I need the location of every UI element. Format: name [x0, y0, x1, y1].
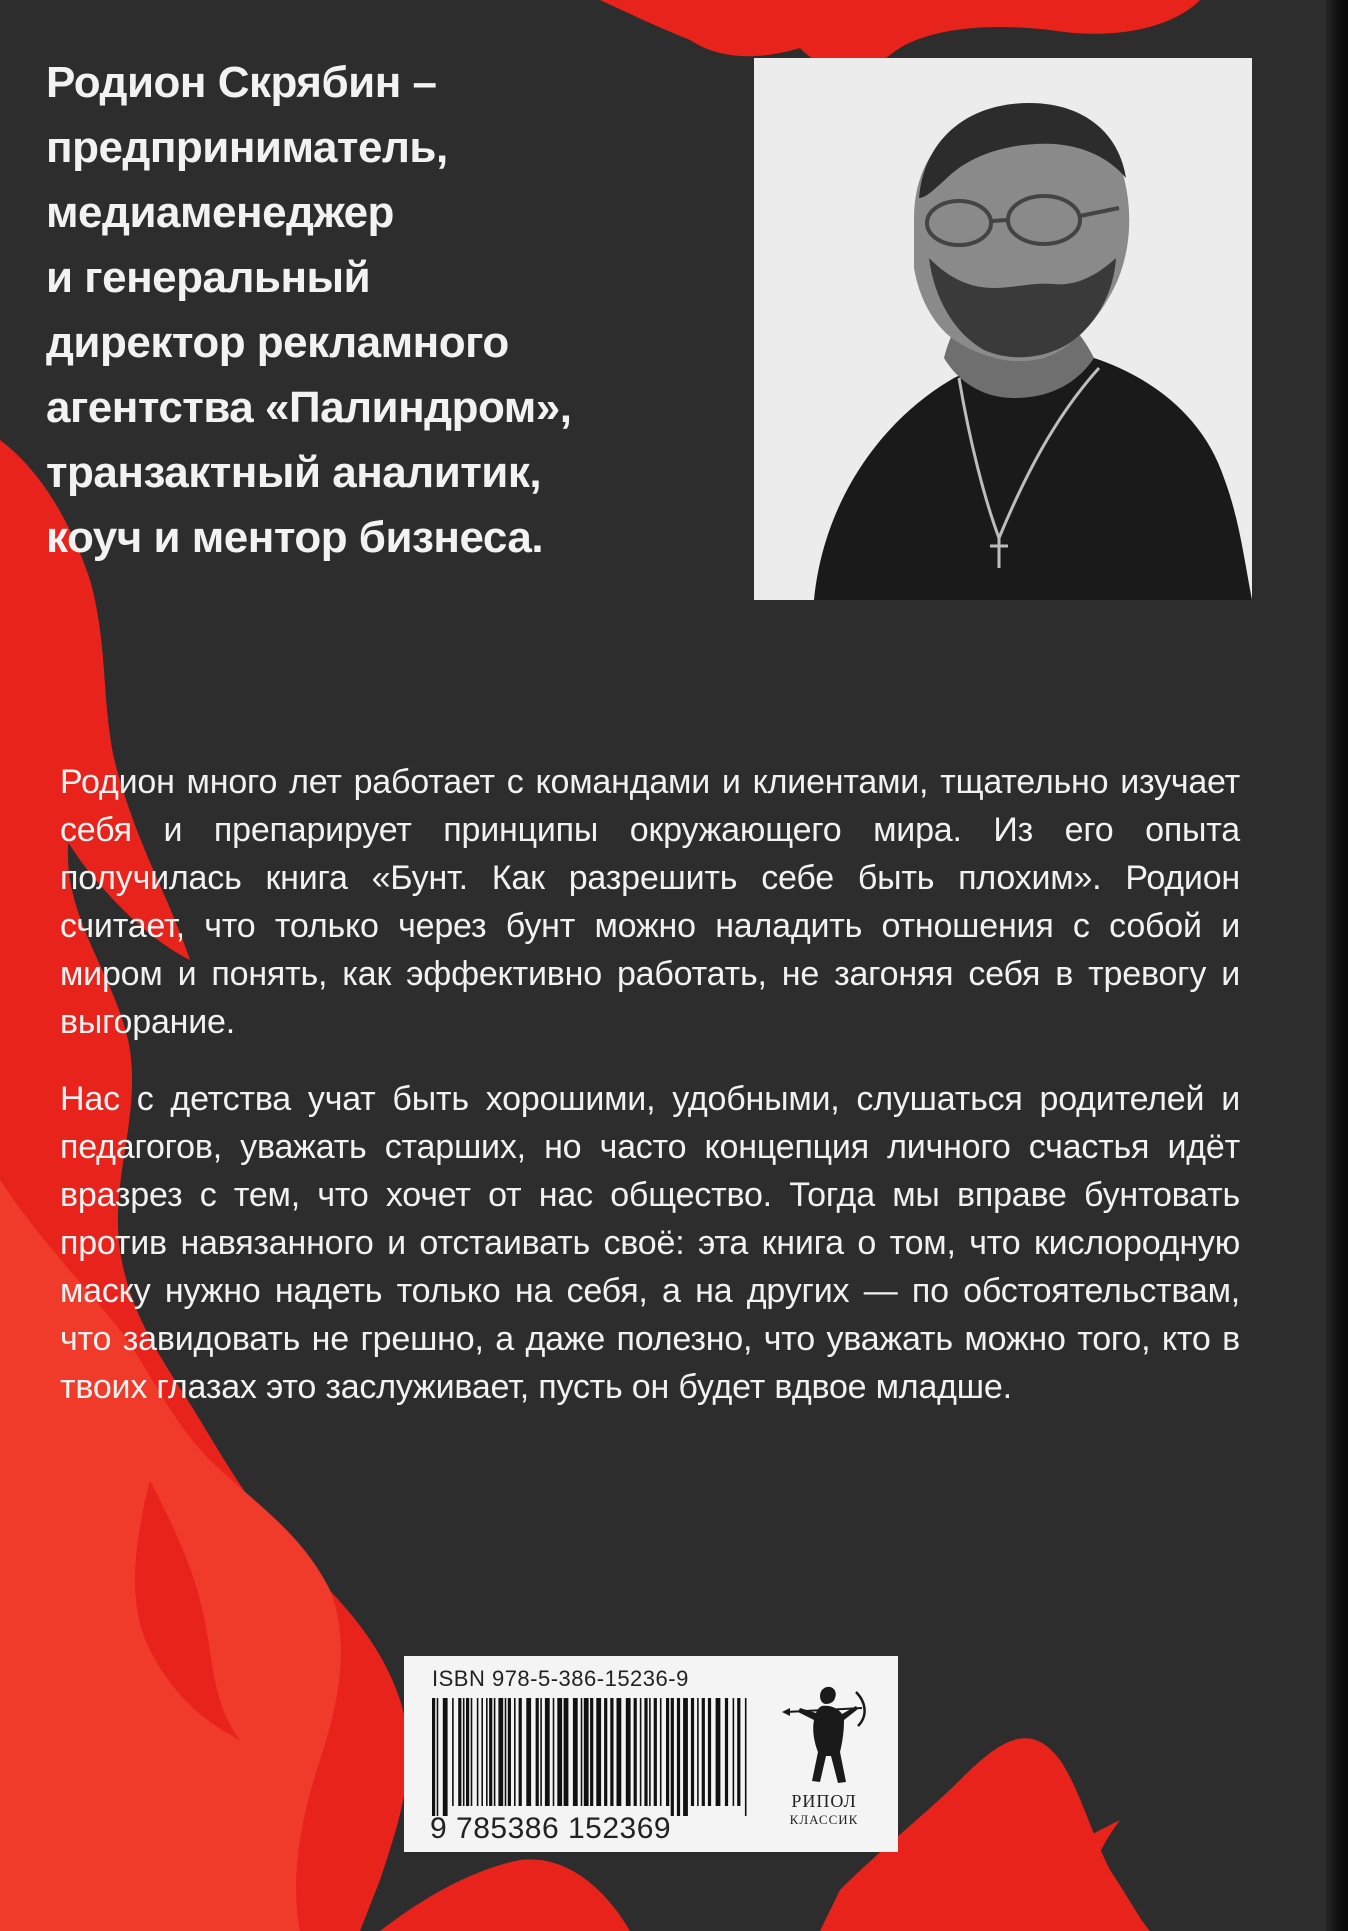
spine-edge [1326, 0, 1348, 1931]
barcode-bar [486, 1698, 488, 1806]
barcode-bar [432, 1698, 435, 1816]
barcode-bar [733, 1698, 735, 1806]
barcode-bar [654, 1698, 657, 1806]
barcode-icon [430, 1698, 752, 1816]
barcode-bar [737, 1698, 740, 1806]
description-paragraph-1: Родион много лет работает с командами и клиентами, тщательно изучает себя и препарирует принципы окружающего мира. Из его опыта получилась книга «Бунт. Как разрешить себе быть плохим». Родион считает, что только через бунт можно наладить отношения с собой и миром и понять, как эффективно работать, не загоняя себя в тревогу и выгорание. [60, 763, 1240, 1041]
barcode-bar [604, 1698, 607, 1806]
barcode-bar [526, 1698, 531, 1806]
barcode-bar [564, 1698, 569, 1806]
barcode-bar [519, 1698, 522, 1806]
barcode-bar [584, 1698, 589, 1806]
author-bio: Родион Скрябин – предприниматель, медиаменеджер и генеральный директор рекламного агентства «Палиндром», транзактный аналитик, коуч и ментор бизнеса. [46, 58, 572, 562]
barcode-bar [508, 1698, 511, 1806]
barcode-bar [481, 1698, 483, 1806]
barcode-bar [677, 1698, 680, 1816]
barcode-bar [644, 1698, 647, 1806]
barcode-bar [581, 1698, 583, 1806]
isbn-label: ISBN 978-5-386-15236-9 [432, 1666, 689, 1691]
barcode-bar [514, 1698, 516, 1806]
barcode-bar [553, 1698, 555, 1806]
barcode-bar [437, 1698, 439, 1816]
barcode-bar [557, 1698, 562, 1806]
publisher-name: РИПОЛ [791, 1791, 857, 1811]
barcode-bar [489, 1698, 492, 1806]
barcode-bar [573, 1698, 578, 1806]
barcode-digits: 9 785386 152369 [430, 1812, 672, 1845]
barcode-bar [660, 1698, 662, 1806]
barcode-bar [666, 1698, 669, 1806]
barcode-bar [671, 1698, 674, 1816]
barcode-bar [708, 1698, 711, 1806]
barcode-bar [745, 1698, 747, 1816]
barcode-bar [691, 1698, 694, 1806]
flame-bottom-left [380, 1859, 630, 1931]
barcode-bar [471, 1698, 473, 1806]
publisher-subtitle: КЛАССИК [789, 1812, 859, 1827]
barcode-bar [640, 1698, 642, 1806]
barcode-bar [702, 1698, 705, 1806]
barcode-bar [498, 1698, 503, 1806]
barcode-bar [540, 1698, 542, 1806]
barcode-bar [697, 1698, 699, 1806]
barcode-bar [458, 1698, 461, 1806]
barcode-bar [590, 1698, 593, 1806]
barcode-bar [634, 1698, 637, 1806]
barcode-panel [404, 1656, 898, 1852]
author-portrait-image [754, 58, 1252, 600]
description-paragraph-2: Нас с детства учат быть хорошими, удобными, слушаться родителей и педагогов, уважать старших, но часто концепция личного счастья идёт вразрез с тем, что хочет от нас общество. Тогда мы вправе бунтовать против навязанного и отстаивать своё: эта книга о том, что кислородную маску нужно надеть только на себя, а на других — по обстоятельствам, что завидовать не грешно, а даже полезно, что уважать можно того, кто в твоих глазах это заслуживает, пусть он будет вдвое младше. [60, 1080, 1240, 1406]
barcode-bar [536, 1698, 539, 1806]
barcode-bar [443, 1698, 448, 1816]
barcode-bar [596, 1698, 601, 1806]
barcode-bar [716, 1698, 721, 1806]
barcode-bar [683, 1698, 688, 1816]
barcode-bar [626, 1698, 631, 1806]
barcode-bar [505, 1698, 507, 1806]
barcode-bar [610, 1698, 613, 1806]
barcode-bar [617, 1698, 622, 1806]
barcode-bar [463, 1698, 465, 1806]
barcode-bar [466, 1698, 469, 1806]
archer-silhouette-icon [776, 1678, 872, 1788]
barcode-bar [649, 1698, 651, 1806]
barcode-bar [477, 1698, 479, 1806]
author-photo [754, 58, 1252, 600]
barcode-bar [452, 1698, 454, 1806]
barcode-bar [545, 1698, 550, 1806]
barcode-bar [494, 1698, 496, 1806]
barcode-bar [725, 1698, 728, 1806]
